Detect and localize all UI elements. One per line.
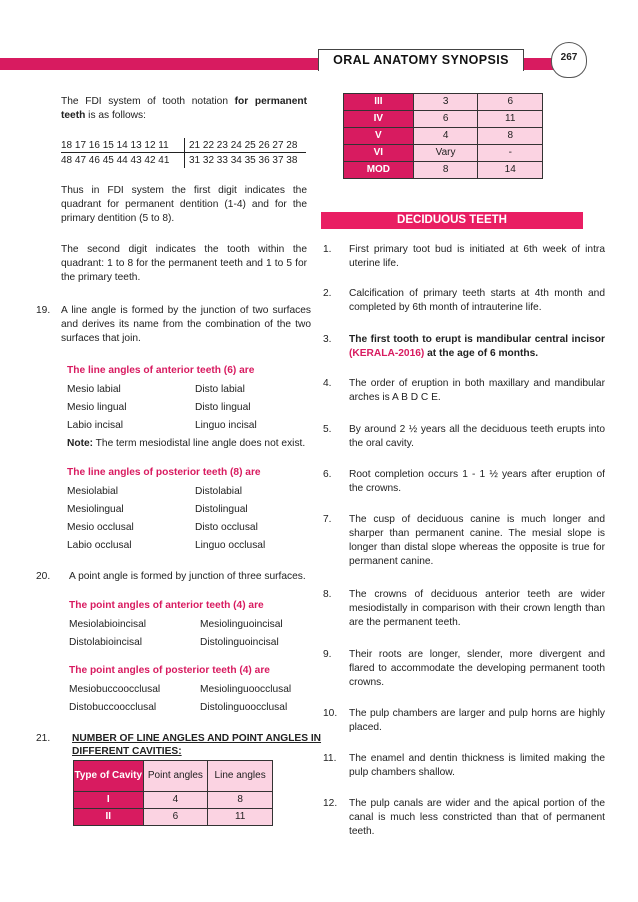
note-label: Note:	[67, 438, 94, 449]
deciduous-teeth-heading: DECIDUOUS TEETH	[321, 212, 583, 229]
item-text: The pulp chambers are larger and pulp horns are highly placed.	[349, 708, 605, 733]
posterior-line-4-right: Linguo occlusal	[195, 540, 266, 551]
item19-number: 19.	[36, 305, 51, 316]
item-text: The pulp canals are wider and the apical portion of the canal is much less constricted than that of permanent teeth.	[349, 798, 605, 837]
col-header-type: Type of Cavity	[74, 761, 144, 792]
fdi-intro	[61, 95, 307, 123]
table-row	[344, 128, 543, 145]
posterior-point-2-left: Distobuccoocclusal	[69, 702, 157, 713]
anterior-line-1-left: Mesio labial	[67, 384, 121, 395]
posterior-line-4-left: Labio occlusal	[67, 540, 132, 551]
table-row	[74, 809, 273, 826]
table-row	[344, 94, 543, 111]
note	[67, 437, 305, 451]
posterior-line-3-right: Disto occlusal	[195, 522, 258, 533]
item-bold: The first tooth to erupt is mandibular central incisor	[349, 334, 605, 345]
table-row	[344, 162, 543, 179]
anterior-point-1-right: Mesiolinguoincisal	[200, 619, 283, 630]
line-angles: 6	[478, 94, 543, 111]
col-header-line: Line angles	[208, 761, 273, 792]
point-angles: 3	[413, 94, 478, 111]
anterior-point-2-left: Distolabioincisal	[69, 637, 143, 648]
anterior-line-3-right: Linguo incisal	[195, 420, 257, 431]
anterior-line-2-left: Mesio lingual	[67, 402, 127, 413]
line-angles: 11	[208, 809, 273, 826]
header-title: ORAL ANATOMY SYNOPSIS	[333, 53, 509, 67]
item-number: 4.	[323, 378, 332, 389]
item-number: 2.	[323, 288, 332, 299]
page-number: 267	[560, 52, 578, 63]
posterior-point-1-right: Mesiolinguoocclusal	[200, 684, 292, 695]
para-first-digit: Thus in FDI system the first digit indicates the quadrant for permanent dentition (1-4) and for the primary dentition (5 to 8).	[61, 185, 307, 224]
item19-text: A line angle is formed by the junction of two surfaces and derives its name from the combination of the two surfaces that join.	[61, 305, 311, 344]
line-angles: 14	[478, 162, 543, 179]
point-angles: 4	[413, 128, 478, 145]
item-text: The crowns of deciduous anterior teeth are wider mesiodistally in comparison with their crown length than are the permanent teeth.	[349, 589, 605, 628]
anterior-line-2-right: Disto lingual	[195, 402, 251, 413]
anterior-line-3-left: Labio incisal	[67, 420, 124, 431]
table-row	[344, 111, 543, 128]
item-number: 1.	[323, 244, 332, 255]
fdi-lower-right: 31 32 33 34 35 36 37 38	[189, 155, 298, 166]
page-number-tooth-icon	[551, 42, 587, 78]
item-text: The cusp of deciduous canine is much longer and sharper than permanent canine. The mesial slope is longer than distal slope whereas the opposite is true for permanent canine.	[349, 514, 605, 567]
item-text: Root completion occurs 1 - 1 ½ years after eruption of the crowns.	[349, 469, 605, 494]
posterior-line-1-right: Distolabial	[195, 486, 242, 497]
fdi-upper-row	[61, 139, 297, 153]
item-number: 5.	[323, 424, 332, 435]
line-angles: 8	[208, 792, 273, 809]
fdi-intro-text: The FDI system of tooth notation	[61, 96, 235, 107]
cavity-type: III	[344, 94, 414, 111]
item21-number: 21.	[36, 733, 51, 744]
posterior-point-2-right: Distolinguoocclusal	[200, 702, 288, 713]
cavity-type: II	[74, 809, 144, 826]
kerala-ref: (KERALA-2016)	[349, 348, 425, 359]
item-number: 12.	[323, 798, 338, 809]
cavity-table-header-row	[74, 761, 273, 792]
posterior-line-3-left: Mesio occlusal	[67, 522, 134, 533]
posterior-line-heading: The line angles of posterior teeth (8) are	[67, 467, 261, 478]
item-number: 3.	[323, 334, 332, 345]
fdi-upper-left: 18 17 16 15 14 13 12 11	[61, 140, 169, 151]
anterior-line-1-right: Disto labial	[195, 384, 245, 395]
line-angles: 11	[478, 111, 543, 128]
item-text: The enamel and dentin thickness is limited making the pulp chambers shallow.	[349, 753, 605, 778]
fdi-lower-row	[61, 154, 297, 168]
header-box	[318, 49, 524, 71]
line-angles: -	[478, 145, 543, 162]
para-second-digit: The second digit indicates the tooth within the quadrant: 1 to 8 for the permanent teeth and 1 to 5 for the primary teeth.	[61, 244, 307, 283]
col-header-point: Point angles	[143, 761, 208, 792]
item-bold-end: at the age of 6 months.	[424, 348, 539, 359]
table-row	[344, 145, 543, 162]
item-number: 7.	[323, 514, 332, 525]
note-text: The term mesiodistal line angle does not exist.	[93, 438, 306, 449]
item-text: Calcification of primary teeth starts at 4th month and completed by 6th month of intrauterine life.	[349, 288, 605, 313]
cavity-type: IV	[344, 111, 414, 128]
cavity-type: MOD	[344, 162, 414, 179]
point-angles: 8	[413, 162, 478, 179]
item20-text: A point angle is formed by junction of three surfaces.	[69, 571, 306, 582]
anterior-point-2-right: Distolinguoincisal	[200, 637, 279, 648]
anterior-line-heading: The line angles of anterior teeth (6) are	[67, 365, 255, 376]
item-text-eruption	[349, 333, 605, 361]
item21-heading-line2: DIFFERENT CAVITIES:	[72, 746, 182, 757]
item-text: First primary toot bud is initiated at 6th week of intra uterine life.	[349, 244, 605, 269]
posterior-point-heading: The point angles of posterior teeth (4) are	[69, 665, 270, 676]
point-angles: 6	[413, 111, 478, 128]
item-number: 11.	[323, 753, 337, 764]
cavity-table-part1	[73, 760, 273, 826]
posterior-line-2-left: Mesiolingual	[67, 504, 124, 515]
cavity-type: I	[74, 792, 144, 809]
anterior-point-heading: The point angles of anterior teeth (4) are	[69, 600, 264, 611]
fdi-lower-left: 48 47 46 45 44 43 42 41	[61, 155, 170, 166]
item-text: Their roots are longer, slender, more divergent and flared to accommodate the developing permanent tooth crowns.	[349, 649, 605, 688]
item20-number: 20.	[36, 571, 51, 582]
cavity-type: V	[344, 128, 414, 145]
point-angles: Vary	[413, 145, 478, 162]
posterior-point-1-left: Mesiobuccoocclusal	[69, 684, 161, 695]
item-number: 9.	[323, 649, 332, 660]
item-number: 10.	[323, 708, 338, 719]
posterior-line-1-left: Mesiolabial	[67, 486, 118, 497]
item-number: 6.	[323, 469, 332, 480]
table-row	[74, 792, 273, 809]
anterior-point-1-left: Mesiolabioincisal	[69, 619, 147, 630]
item-text: By around 2 ½ years all the deciduous teeth erupts into the oral cavity.	[349, 424, 605, 449]
point-angles: 4	[143, 792, 208, 809]
fdi-upper-right: 21 22 23 24 25 26 27 28	[189, 140, 298, 151]
posterior-line-2-right: Distolingual	[195, 504, 248, 515]
fdi-intro-bold: for permanent teeth	[61, 96, 307, 121]
cavity-type: VI	[344, 145, 414, 162]
item-number: 8.	[323, 589, 332, 600]
cavity-table-part2	[343, 93, 543, 179]
point-angles: 6	[143, 809, 208, 826]
item-text: The order of eruption in both maxillary and mandibular arches is A B D C E.	[349, 378, 605, 403]
line-angles: 8	[478, 128, 543, 145]
fdi-intro-end: is as follows:	[85, 110, 146, 121]
item21-heading-line1: NUMBER OF LINE ANGLES AND POINT ANGLES IN	[72, 733, 322, 744]
